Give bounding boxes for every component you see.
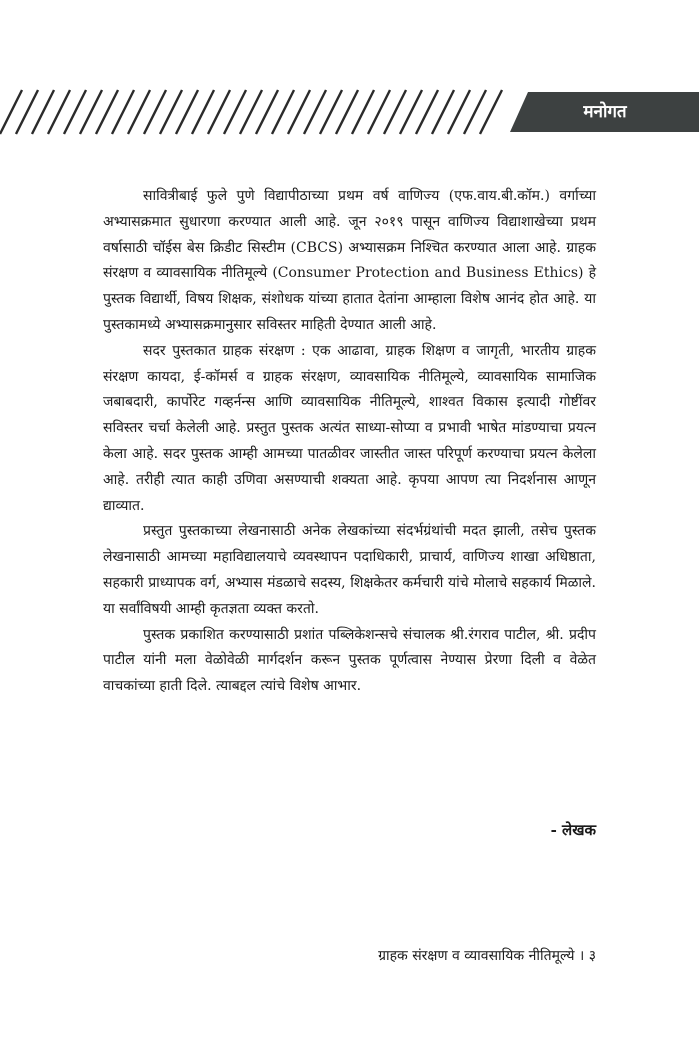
paragraph-4: पुस्तक प्रकाशित करण्यासाठी प्रशांत पब्लिकेशन्सचे संचालक श्री.रंगराव पाटील, श्री. प्रदीप पाटील यांनी मला वेळोवेळी मार्गदर्शन करून पुस्तक पूर्णत्वास नेण्यास प्रेरणा दिली व वेळेत वाचकांच्या हाती दिले. त्याबद्दल त्यांचे विशेष आभार. [103,626,596,695]
paragraph-1: सावित्रीबाई फुले पुणे विद्यापीठाच्या प्रथम वर्ष वाणिज्य (एफ.वाय.बी.कॉम.) वर्गाच्या अभ्यासक्रमात सुधारणा करण्यात आली आहे. जून २०१९ पासून वाणिज्य विद्याशाखेच्या प्रथम वर्षासाठी चॉईस बेस क्रिडीट सिस्टीम (CBCS) अभ्यासक्रम निश्‍चित करण्यात आला आहे. ग्राहक संरक्षण व व्यावसायिक नीतिमूल्ये (Consumer Protection and Business Ethics) हे पुस्तक विद्यार्थी, विषय शिक्षक, संशोधक यांच्या हातात देतांना आम्हाला विशेष आनंद होत आहे. या पुस्तकामध्ये अभ्यासक्रमानुसार सविस्तर माहिती देण्यात आली आहे. [103,188,596,333]
chapter-title: मनोगत [583,102,627,122]
page-footer: ग्राहक संरक्षण व व्यावसायिक नीतिमूल्ये । ३ [378,948,596,964]
chapter-header [0,88,699,136]
paragraph-2: सदर पुस्तकात ग्राहक संरक्षण : एक आढावा, ग्राहक शिक्षण व जागृती, भारतीय ग्राहक संरक्षण कायदा, ई-कॉमर्स व ग्राहक संरक्षण, व्यावसायिक नीतिमूल्ये, व्यावसायिक सामाजिक जबाबदारी, कार्पोरेट गव्हर्नन्स आणि व्यावसायिक नीतिमूल्ये, शाश्‍वत विकास इत्यादी गोष्टींवर सविस्तर चर्चा केलेली आहे. प्रस्तुत पुस्तक अत्यंत साध्या-सोप्या व प्रभावी भाषेत मांडण्याचा प्रयत्न केला आहे. सदर पुस्तक आम्ही आमच्या पातळीवर जास्तीत जास्त परिपूर्ण करण्याचा प्रयत्न केलेला आहे. तरीही त्यात काही उणिवा असण्याची शक्यता आहे. कृपया आपण त्या निदर्शनास आणून द्याव्यात. [103,342,596,514]
author-signature: - लेखक [550,821,596,839]
preface-body [103,184,596,700]
decorative-stripes [0,88,520,136]
paragraph-3: प्रस्तुत पुस्तकाच्या लेखनासाठी अनेक लेखकांच्या संदर्भग्रंथांची मदत झाली, तसेच पुस्तक लेखनासाठी आमच्या महाविद्यालयाचे व्यवस्थापन पदाधिकारी, प्राचार्य, वाणिज्य शाखा अधिष्ठाता, सहकारी प्राध्यापक वर्ग, अभ्यास मंडळाचे सदस्य, शिक्षकेतर कर्मचारी यांचे मोलाचे सहकार्य मिळाले. या सर्वांविषयी आम्ही कृतज्ञता व्यक्त करतो. [103,523,596,617]
